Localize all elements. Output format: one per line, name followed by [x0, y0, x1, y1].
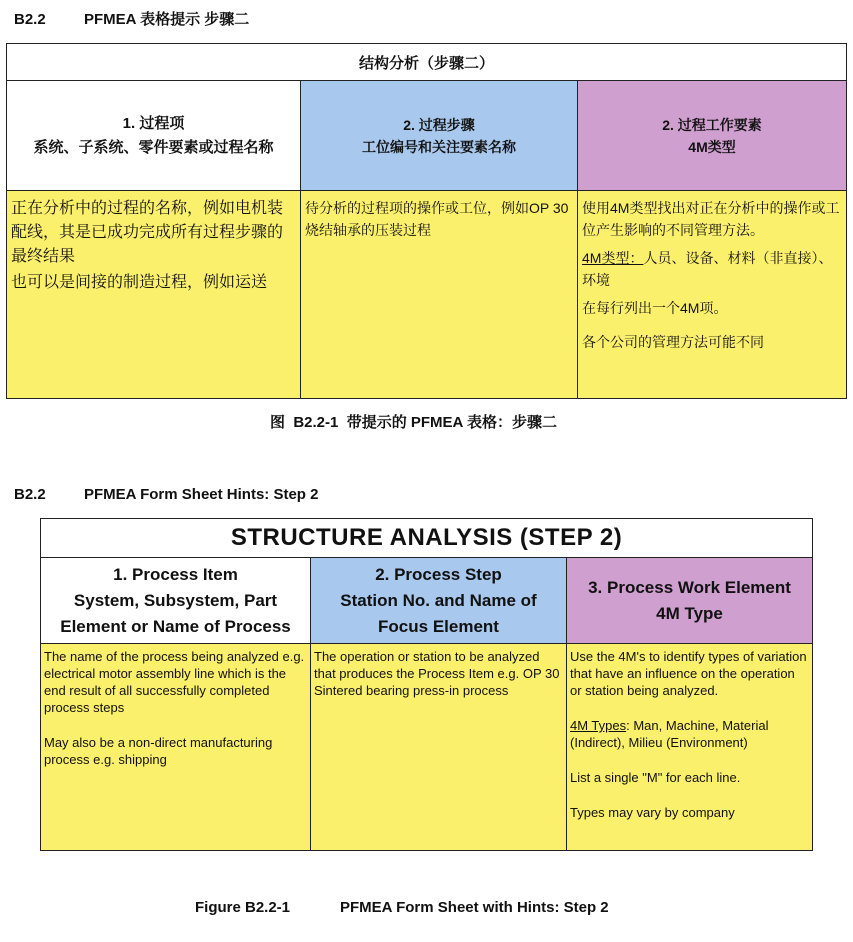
en-figure-caption	[195, 899, 609, 916]
cn-section-heading	[14, 8, 249, 29]
en-table-title: STRUCTURE ANALYSIS (STEP 2)	[41, 519, 813, 558]
en-header-1-line2: System, Subsystem, Part Element or Name of Process	[60, 590, 291, 636]
cn-body-3-types-text: 人员、设备、材料（非直接）、环境	[582, 250, 833, 288]
en-section-title: PFMEA Form Sheet Hints: Step 2	[84, 486, 319, 503]
cn-body-3-para3: 在每行列出一个4M项。	[582, 300, 728, 316]
cn-body-process-step	[301, 191, 578, 399]
cn-header-process-step	[301, 81, 578, 191]
en-body-2-para1: The operation or station to be analyzed that produces the Process Item e.g. OP 30 Sintered bearing press-in process	[314, 649, 560, 698]
cn-header-3-line1: 2. 过程工作要素	[662, 116, 762, 133]
cn-body-1-para1: 正在分析中的过程的名称，例如电机装配线，其是已成功完成所有过程步骤的最终结果	[11, 200, 284, 265]
en-body-1-para2: May also be a non-direct manufacturing process e.g. shipping	[44, 735, 273, 767]
en-section-number: B2.2	[14, 486, 46, 503]
cn-header-2-line2: 工位编号和关注要素名称	[362, 138, 516, 155]
cn-body-process-item	[7, 191, 301, 399]
en-section-heading	[14, 486, 318, 503]
en-header-3-line2: 4M Type	[656, 603, 723, 623]
cn-body-3-para1: 使用4M类型找出对正在分析中的操作或工位产生影响的不同管理方法。	[582, 200, 840, 238]
cn-header-2-line1: 2. 过程步骤	[403, 116, 475, 133]
cn-header-process-item	[7, 81, 301, 191]
en-body-work-element	[567, 644, 813, 851]
cn-header-3-line2: 4M类型	[688, 138, 736, 155]
en-figure-number: Figure B2.2-1	[195, 899, 291, 916]
en-header-work-element	[567, 558, 813, 644]
cn-figure-caption: 图 B2.2-1 带提示的 PFMEA 表格：步骤二	[270, 414, 557, 431]
en-header-process-item	[41, 558, 311, 644]
en-header-3-line1: 3. Process Work Element	[588, 577, 791, 597]
cn-header-1-line2: 系统、子系统、零件要素或过程名称	[33, 138, 274, 156]
en-body-3-para4: Types may vary by company	[570, 805, 735, 820]
en-body-3-para3: List a single "M" for each line.	[570, 770, 741, 785]
cn-header-work-element	[578, 81, 847, 191]
cn-body-1-para2: 也可以是间接的制造过程，例如运送	[11, 274, 268, 291]
cn-section-number: B2.2	[14, 11, 46, 28]
cn-body-work-element	[578, 191, 847, 399]
en-body-1-para1: The name of the process being analyzed e.g. electrical motor assembly line which is the end result of all successfully completed process steps	[44, 649, 305, 715]
en-header-2-line1: 2. Process Step	[375, 564, 502, 584]
en-body-3-types-text: : Man, Machine, Material (Indirect), Milieu (Environment)	[570, 718, 769, 750]
en-figure-title: PFMEA Form Sheet with Hints: Step 2	[340, 899, 609, 916]
en-header-1-line1: 1. Process Item	[113, 564, 238, 584]
en-header-2-line2: Station No. and Name of Focus Element	[340, 590, 537, 636]
cn-pfmea-table	[6, 43, 847, 399]
en-body-3-para1: Use the 4M's to identify types of variation that have an influence on the operation or station being analyzed.	[570, 649, 807, 698]
cn-section-title: PFMEA 表格提示 步骤二	[84, 11, 250, 28]
en-body-process-step	[311, 644, 567, 851]
cn-table-title: 结构分析（步骤二）	[7, 44, 847, 81]
cn-header-1-line1: 1. 过程项	[122, 114, 185, 132]
cn-body-3-types-label: 4M类型：	[582, 250, 644, 266]
cn-body-3-para4: 各个公司的管理方法可能不同	[582, 334, 764, 350]
cn-body-2-para1: 待分析的过程项的操作或工位，例如OP 30烧结轴承的压装过程	[305, 200, 569, 238]
en-pfmea-table	[40, 518, 813, 851]
en-body-process-item	[41, 644, 311, 851]
en-header-process-step	[311, 558, 567, 644]
en-body-3-types-label: 4M Types	[570, 718, 627, 733]
